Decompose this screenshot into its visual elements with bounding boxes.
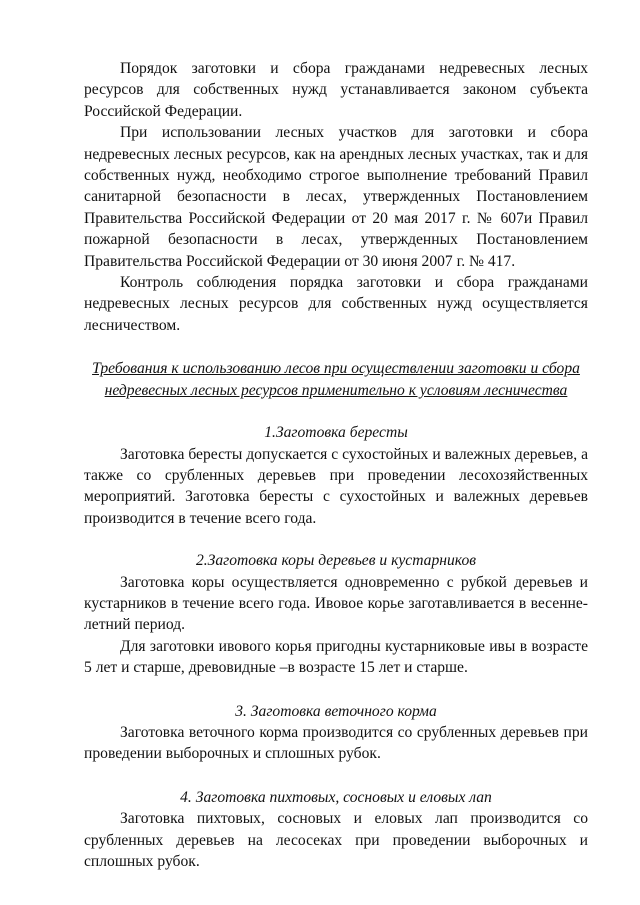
intro-paragraph-2: При использовании лесных участков для заготовки и сбора недревесных лесных ресурсов, как на арендных лесных участках, так и для собственных нужд, необходимо строгое выполнение требований Правил санитарной безопасности в лесах, утвержденных Постановлением Правительства Российской Федерации от 20 мая 2017 г. № 607и Правил пожарной безопасности в лесах, утвержденных Постановлением Правительства Российской Федерации от 30 июня 2007 г. № 417.	[84, 124, 588, 270]
section-paragraph: Заготовка бересты допускается с сухостойных и валежных деревьев, а также со срубленных деревьев при проведении лесохозяйственных мероприятий. Заготовка бересты с сухостойных и валежных деревьев производится в течение всего года.	[84, 445, 588, 527]
section-paragraph: Заготовка пихтовых, сосновых и еловых лап производится со срубленных деревьев на лесосеках при проведении выборочных и сплошных рубок.	[84, 810, 588, 870]
section-paragraph: Для заготовки ивового корья пригодны кустарниковые ивы в возрасте 5 лет и старше, древовидные –в возрасте 15 лет и старше.	[84, 637, 588, 677]
document-page	[84, 58, 588, 872]
section-title-branch-fodder: 3. Заготовка веточного корма	[235, 702, 437, 720]
intro-paragraph-1: Порядок заготовки и сбора гражданами недревесных лесных ресурсов для собственных нужд устанавливается законом субъекта Российской Федерации.	[84, 60, 588, 120]
intro-paragraph-3: Контроль соблюдения порядка заготовки и сбора гражданами недревесных лесных ресурсов для собственных нужд осуществляется лесничеством.	[84, 274, 588, 334]
section-paragraph: Заготовка коры осуществляется одновременно с рубкой деревьев и кустарников в течение всего года. Ивовое корье заготавливается в весенне-летний период.	[84, 573, 588, 634]
section-title-bark: 2.Заготовка коры деревьев и кустарников	[195, 552, 477, 570]
section-title-birch-bark: 1.Заготовка бересты	[264, 424, 408, 442]
section-title-conifer-branches: 4. Заготовка пихтовых, сосновых и еловых лап	[180, 788, 492, 806]
requirements-heading: Требования к использованию лесов при осуществлении заготовки и сбора недревесных лесных ресурсов применительно к условиям лесничества	[92, 360, 580, 399]
section-paragraph: Заготовка веточного корма производится со срубленных деревьев при проведении выборочных и сплошных рубок.	[84, 723, 588, 763]
